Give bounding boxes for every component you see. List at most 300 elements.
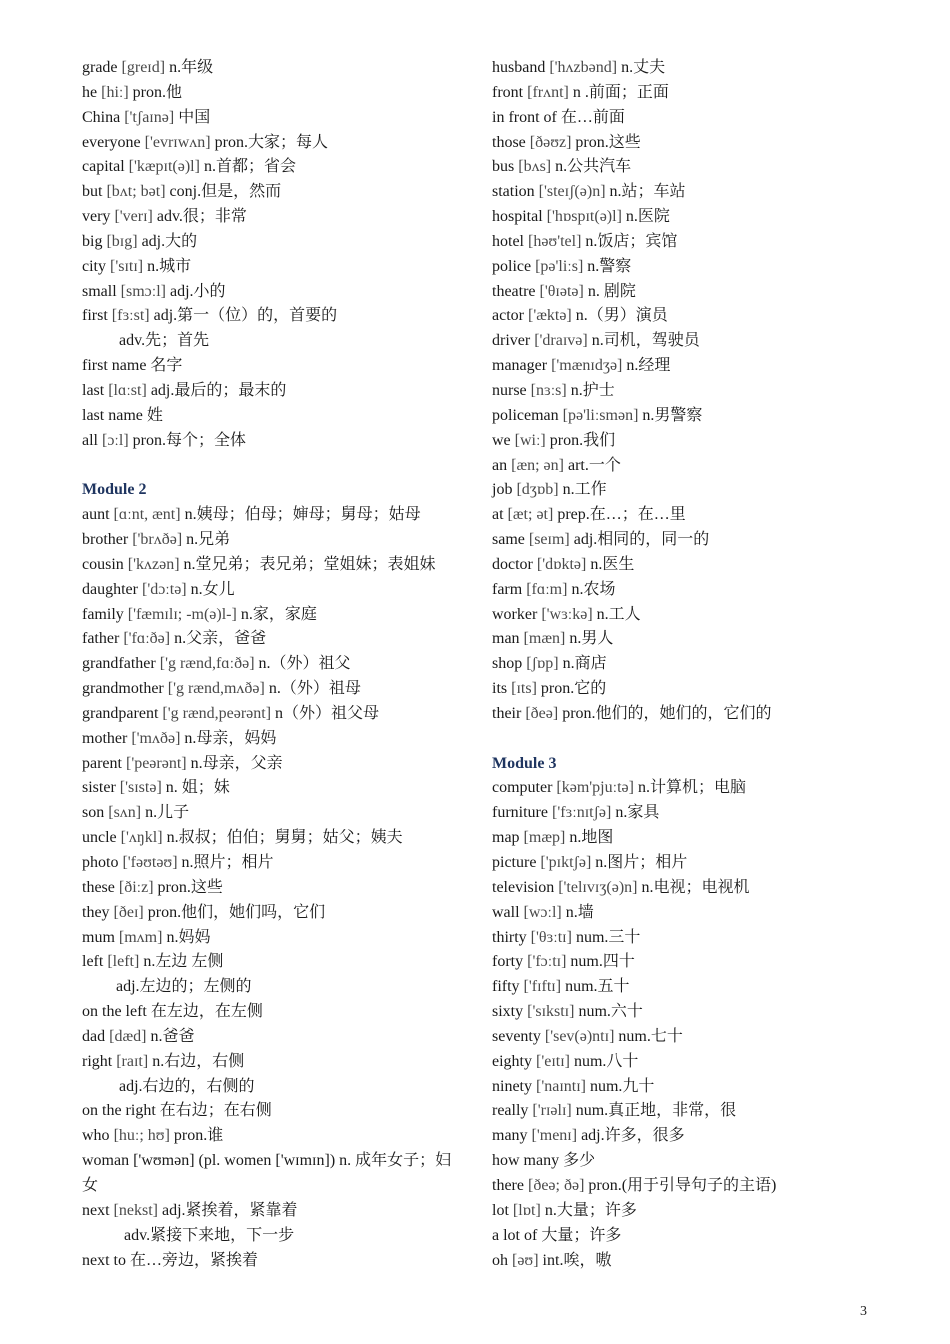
vocab-word: doctor	[492, 555, 533, 573]
vocab-phonetic: [ðəʊz]	[529, 133, 572, 151]
vocab-meaning: num.六十	[574, 1003, 643, 1021]
vocab-word: station	[492, 183, 535, 201]
vocab-entry	[492, 1025, 872, 1050]
vocab-entry	[82, 106, 462, 131]
vocab-word: China	[82, 108, 121, 126]
vocab-phonetic: ['sev(ə)ntɪ]	[544, 1027, 615, 1045]
vocab-entry	[492, 1199, 872, 1224]
vocab-meaning: n.医院	[621, 208, 670, 226]
module-heading: Module 2	[82, 481, 147, 499]
vocab-phonetic: [ðeɪ]	[113, 903, 144, 921]
vocab-entry	[492, 901, 872, 926]
vocab-word: policeman	[492, 406, 559, 424]
vocab-word: at	[492, 506, 504, 524]
vocab-meaning: n.饭店；宾馆	[581, 232, 678, 250]
left-column	[82, 56, 462, 1273]
vocab-phonetic: [wɔːl]	[523, 903, 562, 921]
vocab-meaning: n.堂兄弟；表兄弟；堂姐妹；表姐妹	[179, 555, 436, 573]
vocab-word: same	[492, 531, 525, 549]
vocab-entry	[492, 553, 872, 578]
vocab-phonetic: [mæn]	[523, 630, 566, 648]
vocab-meaning: n.公共汽车	[551, 158, 632, 176]
vocab-meaning: num.真正地，非常，很	[571, 1102, 737, 1120]
vocab-phrase: on the left 在左边，在左侧	[82, 1003, 263, 1021]
vocab-word: an	[492, 456, 508, 474]
vocab-word: grade	[82, 59, 118, 76]
vocab-meaning: n.丈夫	[617, 59, 666, 76]
vocab-entry	[82, 56, 462, 81]
vocab-entry	[492, 404, 872, 429]
vocab-word: shop	[492, 655, 523, 673]
vocab-phonetic: [ðeə]	[525, 704, 559, 722]
vocab-phrase: woman ['wʊmən] (pl. women ['wɪmɪn]) n. 成年女子；妇女	[82, 1152, 452, 1194]
vocab-meaning: n（外）祖父母	[271, 704, 380, 722]
vocab-meaning: n.妈妈	[162, 928, 211, 946]
vocab-phonetic: ['sɪtɪ]	[110, 257, 144, 275]
vocab-word: grandparent	[82, 704, 159, 722]
vocab-word: forty	[492, 953, 524, 971]
vocab-word: fifty	[492, 978, 520, 996]
vocab-meaning: int.唉，嗷	[538, 1251, 612, 1269]
vocab-meaning: pron.我们	[545, 431, 616, 449]
vocab-entry	[492, 379, 872, 404]
vocab-word: driver	[492, 332, 531, 350]
vocab-phrase: next to 在…旁边，紧挨着	[82, 1251, 258, 1269]
vocab-entry	[492, 950, 872, 975]
vocab-phonetic: ['pɪktʃə]	[540, 854, 592, 871]
vocab-meaning: n.（外）祖母	[264, 680, 361, 698]
vocab-entry	[492, 329, 872, 354]
vocab-entry	[492, 627, 872, 652]
vocab-meaning: num.七十	[614, 1027, 683, 1045]
vocab-meaning: n.计算机；电脑	[633, 779, 746, 797]
vocab-word: dad	[82, 1027, 106, 1045]
vocab-phonetic: [ɑːnt, ænt]	[113, 506, 181, 524]
vocab-phonetic: ['mænɪdʒə]	[551, 357, 623, 375]
vocab-word: city	[82, 257, 106, 275]
vocab-word: brother	[82, 531, 129, 549]
blank-line	[492, 727, 872, 752]
vocab-meaning: n.爸爸	[146, 1027, 195, 1045]
vocab-meaning: adv.很；非常	[152, 208, 247, 226]
vocab-entry	[492, 230, 872, 255]
vocab-meaning: num.八十	[569, 1052, 639, 1070]
vocab-entry	[82, 1199, 462, 1224]
vocab-phonetic: [frʌnt]	[527, 83, 569, 101]
vocab-entry	[82, 205, 462, 230]
vocab-word: photo	[82, 854, 119, 871]
vocab-meaning: n.左边 左侧	[139, 953, 224, 971]
vocab-entry	[82, 652, 462, 677]
vocab-entry	[82, 553, 462, 578]
vocab-word: furniture	[492, 804, 548, 822]
vocab-entry	[492, 1000, 872, 1025]
vocab-phonetic: [bʌt; bət]	[106, 183, 166, 201]
vocab-word: mum	[82, 928, 115, 946]
vocab-meaning: pron.他们的，她们的，它们的	[558, 704, 772, 722]
vocab-entry	[492, 826, 872, 851]
vocab-meaning: pron.每个；全体	[128, 431, 246, 449]
vocab-entry	[82, 280, 462, 305]
vocab-phonetic: [mʌm]	[118, 928, 163, 946]
vocab-entry	[492, 975, 872, 1000]
vocab-entry	[82, 180, 462, 205]
vocab-word: everyone	[82, 133, 141, 151]
vocab-phonetic: [greɪd]	[121, 59, 166, 76]
vocab-meaning: n.农场	[567, 580, 616, 598]
right-column	[492, 56, 872, 1273]
vocab-word: theatre	[492, 282, 536, 300]
vocab-phonetic: [nɜːs]	[530, 381, 567, 399]
vocab-meaning: n.城市	[143, 257, 192, 275]
vocab-meaning: n .前面；正面	[568, 83, 669, 101]
vocab-entry	[82, 851, 462, 876]
vocab-word: big	[82, 232, 103, 250]
vocab-phonetic: ['rɪəlɪ]	[532, 1102, 572, 1120]
vocab-word: husband	[492, 59, 546, 76]
vocab-meaning: n.警察	[583, 257, 632, 275]
vocab-meaning: n.首都；省会	[199, 158, 296, 176]
vocab-phonetic: [fɑːm]	[526, 580, 568, 598]
vocab-entry	[82, 826, 462, 851]
vocab-entry	[82, 603, 462, 628]
vocab-word: actor	[492, 307, 524, 325]
vocab-meaning: n.女儿	[186, 580, 235, 598]
module-heading: Module 3	[492, 754, 557, 772]
vocab-phonetic: [dæd]	[109, 1027, 147, 1045]
vocab-extra-sense: adj.左边的；左侧的	[116, 978, 252, 996]
vocab-meaning: n.医生	[586, 555, 635, 573]
vocab-word: police	[492, 257, 532, 275]
vocab-entry	[492, 503, 872, 528]
vocab-entry	[492, 1174, 872, 1199]
vocab-phonetic: [bɪg]	[106, 232, 138, 250]
vocab-phrase: a lot of 大量；许多	[492, 1226, 622, 1244]
vocab-word: oh	[492, 1251, 508, 1269]
vocab-phonetic: ['g rænd,fɑːðə]	[159, 655, 255, 673]
vocab-entry	[82, 304, 462, 329]
vocab-phonetic: [mæp]	[523, 829, 566, 847]
vocab-meaning: n.（男）演员	[571, 307, 668, 325]
vocab-meaning: n. 剧院	[583, 282, 636, 300]
vocab-word: all	[82, 431, 98, 449]
vocab-meaning: num.四十	[566, 953, 635, 971]
vocab-phonetic: ['hʌzbənd]	[549, 59, 618, 76]
vocab-phonetic: ['draɪvə]	[534, 332, 588, 350]
vocab-word: cousin	[82, 555, 124, 573]
vocab-word: their	[492, 704, 522, 722]
vocab-entry	[492, 454, 872, 479]
vocab-phonetic: [pə'liːs]	[535, 257, 584, 275]
vocab-phonetic: ['fɪftɪ]	[523, 978, 562, 996]
vocab-word: first	[82, 307, 108, 325]
vocab-phonetic: [hiː]	[101, 83, 129, 101]
vocab-phonetic: [smɔːl]	[120, 282, 166, 300]
vocab-meaning: n.电视；电视机	[637, 878, 750, 896]
vocab-word: picture	[492, 854, 537, 871]
vocab-phrase: last name 姓	[82, 406, 163, 424]
vocab-word: right	[82, 1052, 113, 1070]
vocab-word: man	[492, 630, 520, 648]
vocab-phonetic: ['θɜːtɪ]	[530, 928, 572, 946]
vocab-meaning: n.照片；相片	[177, 854, 274, 871]
vocab-meaning: n.工作	[558, 481, 607, 499]
vocab-phonetic: [lɒt]	[512, 1201, 541, 1219]
vocab-word: lot	[492, 1201, 509, 1219]
vocab-entry	[82, 776, 462, 801]
vocab-entry	[82, 627, 462, 652]
vocab-entry	[492, 677, 872, 702]
vocab-meaning: n.家，家庭	[236, 605, 317, 623]
vocab-entry	[492, 926, 872, 951]
vocab-meaning: n.儿子	[141, 804, 190, 822]
vocab-phonetic: [ɪts]	[511, 680, 537, 698]
vocab-extra-sense: adj.右边的，右侧的	[119, 1077, 255, 1095]
vocab-word: nurse	[492, 381, 527, 399]
vocab-phonetic: ['fɔːtɪ]	[527, 953, 567, 971]
vocab-word: last	[82, 381, 105, 399]
vocab-meaning: n.图片；相片	[591, 854, 688, 871]
vocab-phonetic: ['g rænd,peərənt]	[162, 704, 272, 722]
vocab-meaning: n.工人	[592, 605, 641, 623]
vocab-entry	[492, 776, 872, 801]
vocab-word: son	[82, 804, 105, 822]
vocab-entry	[82, 950, 462, 975]
vocab-entry	[492, 280, 872, 305]
vocab-entry	[492, 1249, 872, 1274]
vocab-entry	[82, 131, 462, 156]
vocab-word: sixty	[492, 1003, 524, 1021]
vocab-word: worker	[492, 605, 538, 623]
vocab-phonetic: ['menɪ]	[531, 1127, 578, 1145]
vocab-word: mother	[82, 729, 128, 747]
vocab-entry	[82, 1050, 462, 1075]
vocab-entry	[492, 354, 872, 379]
vocab-meaning: pron.谁	[169, 1127, 224, 1145]
vocab-meaning: adj.第一（位）的，首要的	[149, 307, 338, 325]
vocab-entry	[492, 876, 872, 901]
vocab-entry	[492, 205, 872, 230]
vocab-meaning: n.司机，驾驶员	[587, 332, 700, 350]
vocab-phonetic: ['brʌðə]	[132, 531, 183, 549]
vocab-entry	[492, 652, 872, 677]
vocab-meaning: num.九十	[585, 1077, 655, 1095]
page-number: 3	[860, 1304, 867, 1319]
vocab-word: there	[492, 1176, 524, 1194]
vocab-phonetic: [raɪt]	[116, 1052, 149, 1070]
vocab-entry	[492, 304, 872, 329]
vocab-meaning: adj.许多，很多	[577, 1127, 685, 1145]
vocab-meaning: pron.这些	[571, 133, 641, 151]
vocab-phonetic: ['wɜːkə]	[541, 605, 593, 623]
vocab-meaning: n.叔叔；伯伯；舅舅；姑父；姨夫	[162, 829, 403, 847]
vocab-meaning: n.商店	[558, 655, 607, 673]
vocab-meaning: pron.他们，她们吗，它们	[143, 903, 326, 921]
vocab-phonetic: ['evrɪwʌn]	[144, 133, 211, 151]
vocab-entry	[82, 727, 462, 752]
vocab-entry	[82, 1025, 462, 1050]
vocab-meaning: num.五十	[561, 978, 630, 996]
vocab-entry	[492, 56, 872, 81]
vocab-phonetic: [bʌs]	[518, 158, 552, 176]
vocab-meaning: n.墙	[561, 903, 594, 921]
vocab-word: farm	[492, 580, 523, 598]
vocab-word: grandfather	[82, 655, 156, 673]
vocab-word: many	[492, 1127, 528, 1145]
vocab-entry	[82, 503, 462, 528]
vocab-word: manager	[492, 357, 548, 375]
vocab-meaning: n.男人	[565, 630, 614, 648]
vocab-entry	[82, 528, 462, 553]
vocab-entry	[492, 578, 872, 603]
vocab-word: thirty	[492, 928, 527, 946]
vocab-phonetic: ['fæmɪlɪ; -m(ə)l-]	[127, 605, 237, 623]
vocab-meaning: pron.(用于引导句子的主语)	[584, 1176, 777, 1194]
vocab-entry	[82, 901, 462, 926]
vocab-word: hospital	[492, 208, 543, 226]
vocab-entry	[82, 429, 462, 454]
vocab-word: very	[82, 208, 111, 226]
vocab-word: front	[492, 83, 524, 101]
vocab-word: who	[82, 1127, 110, 1145]
vocab-phonetic: ['fɑːðə]	[123, 630, 171, 648]
vocab-word: wall	[492, 903, 520, 921]
vocab-meaning: n.家具	[611, 804, 660, 822]
vocab-word: they	[82, 903, 110, 921]
vocab-phonetic: [fɜːst]	[111, 307, 150, 325]
vocab-phonetic: [ʃɒp]	[526, 655, 559, 673]
vocab-phonetic: [ðiːz]	[118, 878, 154, 896]
vocab-phonetic: ['dɒktə]	[536, 555, 587, 573]
vocab-entry	[492, 1099, 872, 1124]
vocab-entry	[82, 230, 462, 255]
vocab-meaning: n.兄弟	[182, 531, 231, 549]
vocab-meaning: adj.大的	[137, 232, 198, 250]
vocab-meaning: n.母亲，妈妈	[180, 729, 277, 747]
vocab-phonetic: [seɪm]	[528, 531, 570, 549]
vocab-entry	[492, 603, 872, 628]
vocab-word: these	[82, 878, 115, 896]
vocab-meaning: num.三十	[571, 928, 641, 946]
vocab-entry	[492, 155, 872, 180]
vocab-meaning: adj.最后的；最末的	[146, 381, 287, 399]
vocab-word: map	[492, 829, 520, 847]
vocab-word: job	[492, 481, 513, 499]
vocab-entry	[82, 1124, 462, 1149]
vocab-word: next	[82, 1201, 110, 1219]
vocab-meaning: adj.相同的，同一的	[569, 531, 710, 549]
vocab-entry	[492, 1075, 872, 1100]
vocab-phonetic: [æt; ət]	[507, 506, 554, 524]
vocab-entry	[82, 379, 462, 404]
vocab-word: computer	[492, 779, 553, 797]
vocab-word: parent	[82, 754, 122, 772]
vocab-phrase: in front of 在…前面	[492, 108, 625, 126]
vocab-phonetic: ['fɜːnɪtʃə]	[551, 804, 612, 822]
vocab-word: but	[82, 183, 103, 201]
vocab-meaning: conj.但是，然而	[165, 183, 282, 201]
vocab-word: he	[82, 83, 98, 101]
vocab-meaning: n. 姐；妹	[161, 779, 230, 797]
vocab-word: small	[82, 282, 117, 300]
vocab-phrase: first name 名字	[82, 357, 183, 375]
vocab-phonetic: ['g rænd,mʌðə]	[167, 680, 265, 698]
vocab-word: capital	[82, 158, 125, 176]
vocab-extra-sense: adv.先；首先	[119, 332, 210, 350]
vocab-word: left	[82, 953, 104, 971]
vocab-meaning: n.经理	[622, 357, 671, 375]
vocab-word: family	[82, 605, 124, 623]
vocab-phonetic: [dʒɒb]	[516, 481, 559, 499]
vocab-phonetic: ['verɪ]	[114, 208, 153, 226]
vocab-meaning: 中国	[174, 108, 211, 126]
vocab-meaning: n.父亲，爸爸	[170, 630, 267, 648]
vocab-word: television	[492, 878, 555, 896]
vocab-entry	[492, 851, 872, 876]
vocab-entry	[492, 478, 872, 503]
vocab-word: sister	[82, 779, 116, 797]
vocab-meaning: n.年级	[165, 59, 214, 76]
blank-line	[82, 454, 462, 479]
vocab-entry	[492, 1124, 872, 1149]
vocab-meaning: pron.他	[128, 83, 182, 101]
vocab-phonetic: ['dɔːtə]	[141, 580, 187, 598]
vocab-meaning: n.右边，右侧	[148, 1052, 245, 1070]
vocab-phrase: how many 多少	[492, 1152, 596, 1170]
vocab-phonetic: [wiː]	[514, 431, 546, 449]
vocab-meaning: n.母亲，父亲	[186, 754, 283, 772]
vocab-word: uncle	[82, 829, 117, 847]
vocab-entry	[82, 155, 462, 180]
vocab-entry	[492, 429, 872, 454]
vocab-word: really	[492, 1102, 529, 1120]
vocab-entry	[82, 255, 462, 280]
vocab-entry	[82, 677, 462, 702]
vocab-word: its	[492, 680, 508, 698]
vocab-phrase: on the right 在右边；在右侧	[82, 1102, 272, 1120]
vocab-phonetic: [ɔːl]	[102, 431, 129, 449]
vocab-meaning: prep.在…；在…里	[553, 506, 686, 524]
vocab-word: hotel	[492, 232, 524, 250]
vocab-entry	[492, 1050, 872, 1075]
vocab-phonetic: ['telɪvɪʒ(ə)n]	[558, 878, 638, 896]
vocab-meaning: n.站；车站	[605, 183, 686, 201]
vocab-phonetic: [lɑːst]	[108, 381, 147, 399]
vocab-word: we	[492, 431, 511, 449]
vocab-phonetic: ['kæpɪt(ə)l]	[128, 158, 200, 176]
vocab-meaning: pron.大家；每人	[210, 133, 328, 151]
vocab-phonetic: ['tʃaɪnə]	[124, 108, 175, 126]
vocab-phonetic: ['eɪtɪ]	[536, 1052, 570, 1070]
vocab-meaning: art.一个	[563, 456, 621, 474]
vocab-word: daughter	[82, 580, 138, 598]
vocab-word: father	[82, 630, 120, 648]
vocab-phonetic: [left]	[107, 953, 140, 971]
vocab-entry	[492, 255, 872, 280]
vocab-meaning: adj.小的	[166, 282, 226, 300]
vocab-word: aunt	[82, 506, 110, 524]
vocab-meaning: n.男警察	[638, 406, 703, 424]
vocab-phonetic: [huː; hʊ]	[113, 1127, 170, 1145]
vocab-entry	[82, 926, 462, 951]
vocab-meaning: pron.这些	[153, 878, 223, 896]
vocab-entry	[492, 528, 872, 553]
vocab-phonetic: ['steɪʃ(ə)n]	[538, 183, 606, 201]
vocab-phonetic: ['peərənt]	[125, 754, 187, 772]
vocab-phonetic: [sʌn]	[108, 804, 142, 822]
vocab-phonetic: ['θɪətə]	[539, 282, 584, 300]
vocab-phonetic: ['fəʊtəʊ]	[122, 854, 178, 871]
